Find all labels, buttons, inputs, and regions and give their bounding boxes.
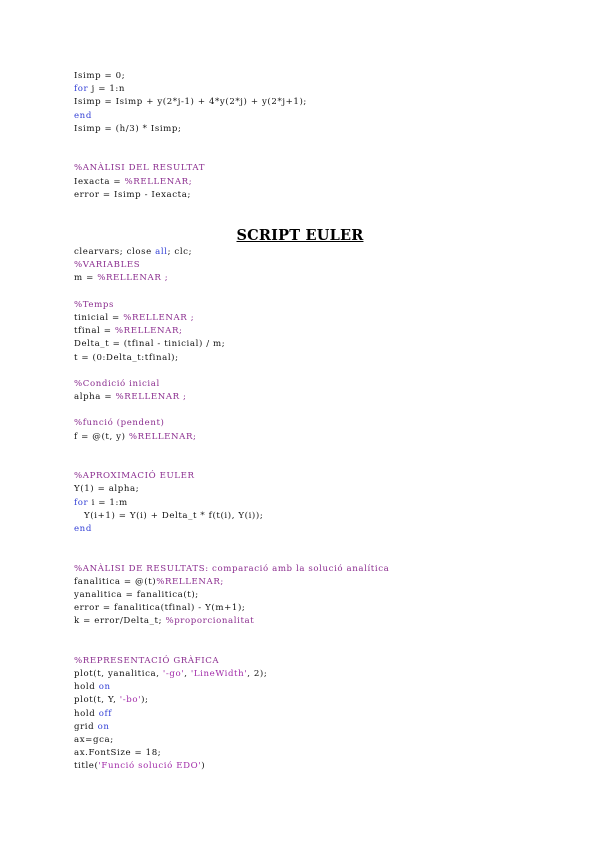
code-line [74,457,389,470]
code-comment: %RELLENAR; [124,176,193,187]
code-line [74,299,389,312]
code-line [74,589,389,602]
code-keyword: off [98,708,113,719]
code-text: clearvars; close [74,247,156,257]
code-comment: %REPRESENTACIÓ GRÀFICA [74,655,220,666]
code-line [74,628,389,641]
code-line [74,563,389,576]
code-text: tfinal = [74,326,115,337]
code-comment: %RELLENAR ; [115,392,187,403]
code-string: 'Funció solució EDO' [98,761,202,772]
code-line [74,176,307,189]
code-comment: %Temps [74,299,114,310]
code-keyword: for [74,84,89,95]
code-line [74,259,389,272]
code-line [74,338,389,351]
code-comment: %RELLENAR; [114,326,183,337]
code-line [74,83,307,96]
code-line [74,602,389,615]
code-text: ); [141,695,149,706]
code-line [74,325,389,338]
code-line [74,286,389,299]
code-line [74,96,307,109]
code-text: title( [74,761,99,772]
code-line [74,721,389,734]
code-text: f = @(t, y) [74,431,129,442]
code-text: yanalitica = fanalitica(t); [74,589,199,600]
code-line [74,352,389,365]
code-line [74,391,389,404]
section-heading: SCRIPT EULER [236,227,364,244]
code-comment: %proporcionalitat [165,616,255,627]
code-text: t = (0:Delta_t:tfinal); [74,352,179,363]
code-line [74,149,307,162]
code-line [74,162,307,175]
code-text: j = 1:n [88,84,126,95]
code-line [74,444,389,457]
code-text: k = error/Delta_t; [74,616,166,627]
code-line [74,523,389,536]
code-line [74,483,389,496]
code-text: grid [74,721,98,732]
code-comment: %ANÀLISI DEL RESULTAT [74,163,206,174]
code-line [74,747,389,760]
code-text: hold [74,682,99,693]
code-line [74,510,389,523]
code-line [74,549,389,562]
code-line [74,694,389,707]
code-keyword: on [97,721,110,732]
code-keyword: all [155,247,168,257]
code-text: hold [74,708,99,719]
code-comment: %RELLENAR ; [123,312,195,323]
code-line [74,136,307,149]
code-line [74,642,389,655]
code-line [74,312,389,325]
code-text: ax.FontSize = 18; [74,748,162,759]
code-line [74,365,389,378]
code-block-simpson [74,70,307,202]
code-line [74,123,307,136]
code-comment: %RELLENAR; [156,576,224,587]
code-comment: %VARIABLES [74,260,141,271]
code-line [74,734,389,747]
code-comment: %RELLENAR ; [97,273,169,284]
code-keyword: end [74,110,92,121]
code-line [74,708,389,721]
code-line [74,681,389,694]
code-line [74,536,389,549]
code-comment: %Condició inicial [74,378,160,389]
code-line [74,70,307,83]
code-line [74,470,389,483]
code-comment: %RELLENAR; [128,431,197,442]
code-text: Isimp = 0; [74,71,126,81]
code-string: '-go' [162,669,185,679]
code-text: , 2); [247,669,268,679]
code-line [74,378,389,391]
code-string: '-bo' [119,695,142,706]
code-text: error = Isimp - Iexacta; [74,189,191,200]
code-line [74,417,389,430]
code-block-euler [74,246,389,774]
code-line [74,760,389,773]
code-line [74,110,307,123]
code-text: Y(1) = alpha; [74,484,140,495]
code-text: alpha = [74,392,116,403]
code-keyword: on [98,682,111,693]
code-text: m = [74,273,98,284]
code-text: Isimp = Isimp + y(2*j-1) + 4*y(2*j) + y(2*j+1); [74,97,307,108]
code-text: ; clc; [167,247,193,257]
code-text: plot(t, Y, [74,695,120,706]
code-line [74,272,389,285]
code-comment: %ANÀLISI DE RESULTATS: comparació amb la solució analítica [74,563,390,574]
code-line [74,497,389,510]
code-text: error = fanalitica(tfinal) - Y(m+1); [74,603,246,614]
code-text: ) [201,761,206,772]
code-text: fanalitica = @(t) [74,576,157,587]
code-line [74,655,389,668]
code-line [74,615,389,628]
code-line [74,668,389,681]
code-text: Y(i+1) = Y(i) + Delta_t * f(t(i), Y(i)); [74,510,264,521]
code-string: 'LineWidth' [190,669,248,679]
code-line [74,576,389,589]
code-text: Isimp = (h/3) * Isimp; [74,123,182,134]
code-text: , [184,669,191,679]
code-text: plot(t, yanalitica, [74,669,163,679]
code-keyword: for [74,497,89,508]
code-keyword: end [74,523,92,534]
code-line [74,246,389,259]
code-text: tinicial = [74,312,124,323]
code-text: ax=gca; [74,734,114,745]
code-text: i = 1:m [88,497,128,508]
code-text: Iexacta = [74,176,125,187]
code-comment: %funció (pendent) [74,418,165,429]
code-line [74,404,389,417]
code-comment: %APROXIMACIÓ EULER [74,471,195,482]
code-text: Delta_t = (tfinal - tinicial) / m; [74,339,226,350]
code-line [74,431,389,444]
code-line [74,189,307,202]
